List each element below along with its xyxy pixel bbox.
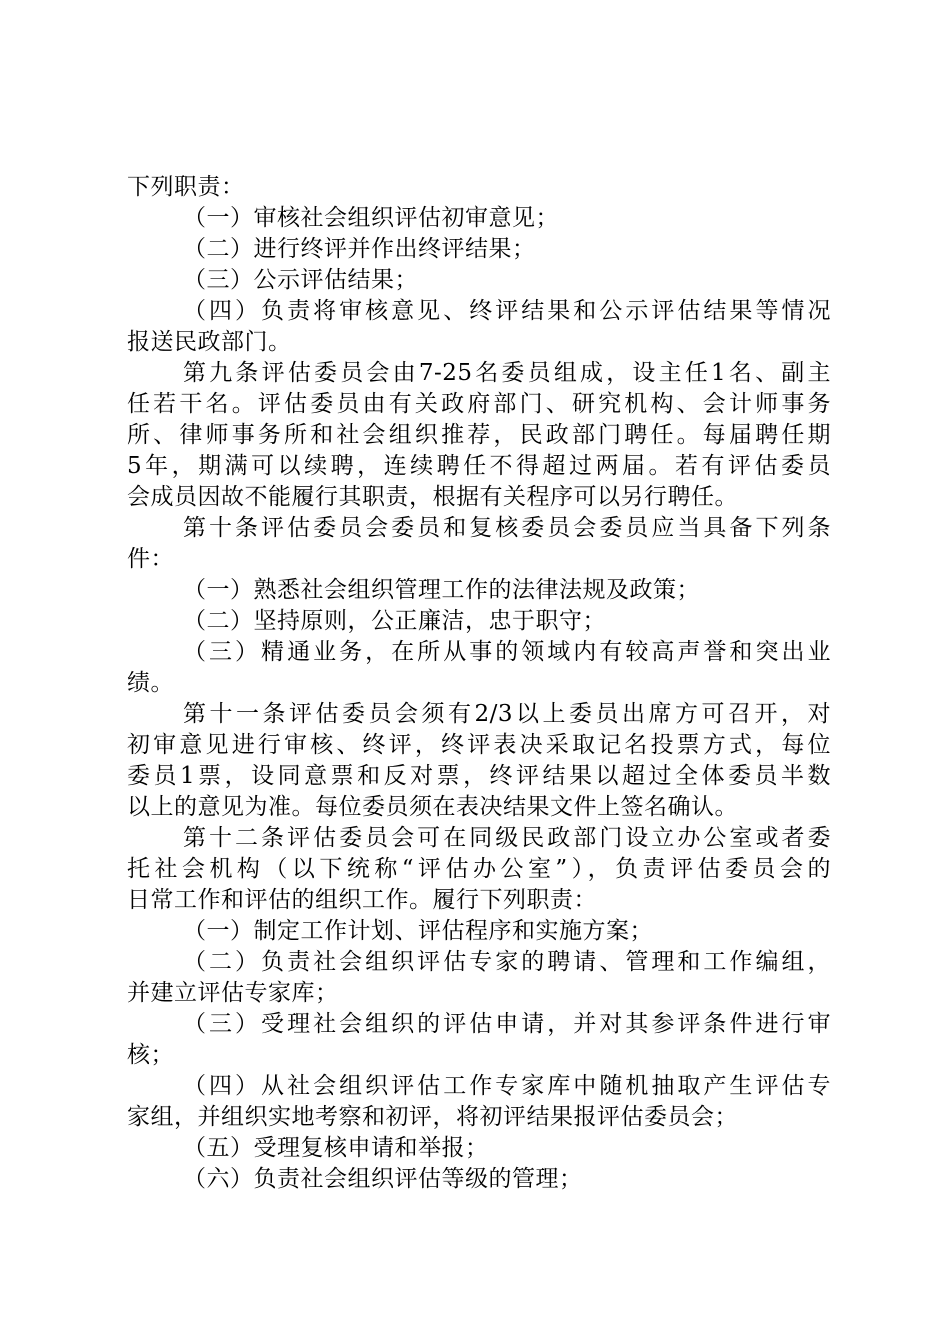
text-line: 任若干名。评估委员由有关政府部门、研究机构、会计师事务 xyxy=(127,391,831,417)
text-line: 并建立评估专家库； xyxy=(127,980,339,1006)
text-line: （二）负责社会组织评估专家的聘请、管理和工作编组， xyxy=(183,949,831,975)
text-line: （一）审核社会组织评估初审意见； xyxy=(183,205,559,231)
text-line: 报送民政部门。 xyxy=(127,329,292,355)
text-line: 初审意见进行审核、终评，终评表决采取记名投票方式，每位 xyxy=(127,732,831,758)
text-line: 以上的意见为准。每位委员须在表决结果文件上签名确认。 xyxy=(127,794,738,820)
text-line: 委员1票，设同意票和反对票，终评结果以超过全体委员半数 xyxy=(127,763,831,789)
text-line: （六）负责社会组织评估等级的管理； xyxy=(183,1166,583,1192)
text-line: 第十一条评估委员会须有2/3以上委员出席方可召开，对 xyxy=(183,701,831,727)
text-line: 核； xyxy=(127,1042,174,1068)
text-line: （四）负责将审核意见、终评结果和公示评估结果等情况 xyxy=(183,298,831,324)
text-line: （三）精通业务，在所从事的领域内有较高声誉和突出业 xyxy=(183,639,831,665)
text-line: （二）坚持原则，公正廉洁，忠于职守； xyxy=(183,608,606,634)
text-line: 日常工作和评估的组织工作。履行下列职责： xyxy=(127,887,597,913)
text-line: 所、律师事务所和社会组织推荐，民政部门聘任。每届聘任期 xyxy=(127,422,831,448)
text-line: 件： xyxy=(127,546,174,572)
text-line: 5年，期满可以续聘，连续聘任不得超过两届。若有评估委员 xyxy=(127,453,831,479)
text-line: 第十二条评估委员会可在同级民政部门设立办公室或者委 xyxy=(183,825,831,851)
text-line: 托社会机构（以下统称“评估办公室”），负责评估委员会的 xyxy=(127,856,831,882)
text-line: 会成员因故不能履行其职责，根据有关程序可以另行聘任。 xyxy=(127,484,738,510)
text-line: （一）熟悉社会组织管理工作的法律法规及政策； xyxy=(183,577,700,603)
text-line: （一）制定工作计划、评估程序和实施方案； xyxy=(183,918,653,944)
text-line: （三）公示评估结果； xyxy=(183,267,418,293)
text-line: 家组，并组织实地考察和初评，将初评结果报评估委员会； xyxy=(127,1104,738,1130)
text-line: （五）受理复核申请和举报； xyxy=(183,1135,489,1161)
text-line: 第九条评估委员会由7-25名委员组成，设主任1名、副主 xyxy=(183,360,831,386)
text-line: （二）进行终评并作出终评结果； xyxy=(183,236,536,262)
text-line: 绩。 xyxy=(127,670,174,696)
text-line: （三）受理社会组织的评估申请，并对其参评条件进行审 xyxy=(183,1011,831,1037)
text-line: 下列职责： xyxy=(127,174,245,200)
text-line: 第十条评估委员会委员和复核委员会委员应当具备下列条 xyxy=(183,515,831,541)
document-body xyxy=(127,172,831,1195)
text-line: （四）从社会组织评估工作专家库中随机抽取产生评估专 xyxy=(183,1073,831,1099)
